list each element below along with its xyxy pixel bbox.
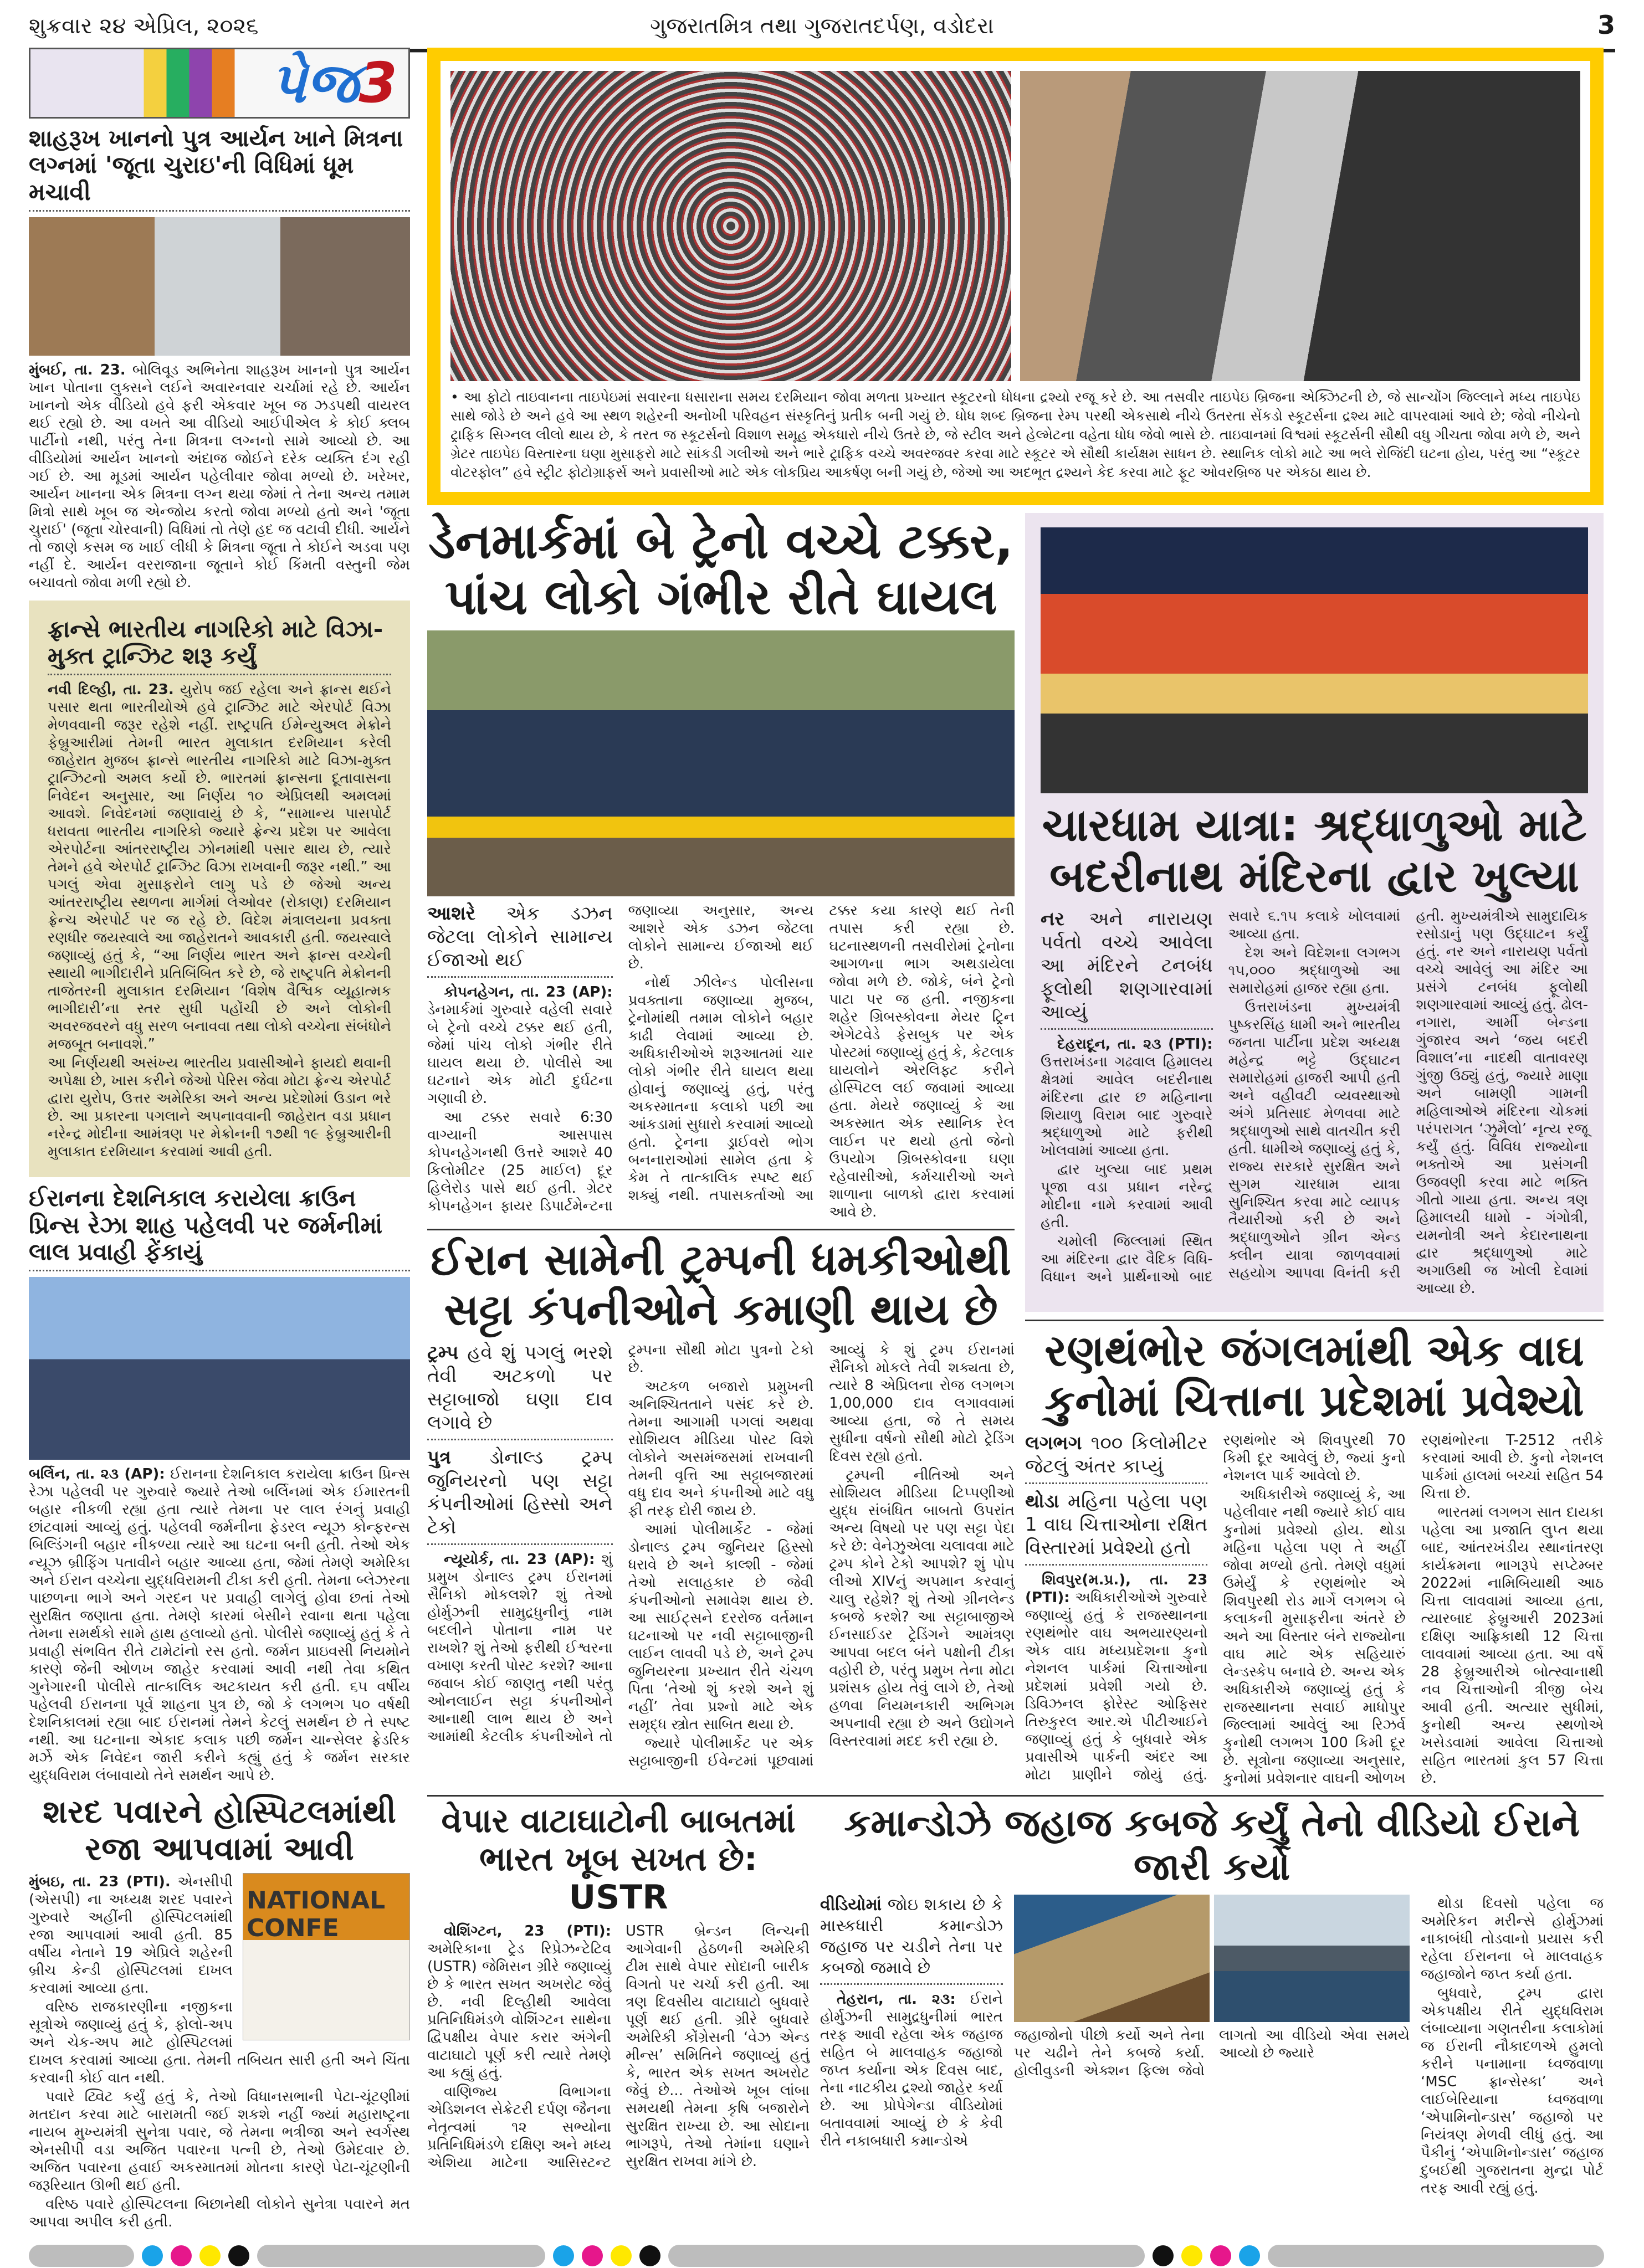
magenta-registration-dot bbox=[1210, 2245, 1231, 2266]
paragraph: જહાજોનો પીછો કર્યો અને તેના પર ચઢીને તેને કબજે કર્યા. હોલીવુડની એક્શન ફિલ્મ જેવો લાગતો આ વીડિયો એવા સમયે આવ્યો છે જ્યારે bbox=[1014, 2026, 1410, 2079]
sub-text: હવે શું પગલું ભરશે તેવી અટકળો પર સટ્ટાબાજો ઘણા દાવ લગાવે છે bbox=[427, 1341, 613, 1434]
sub-text: એક ડઝન જેટલા લોકોને સામાન્ય ઈજાઓ થઈ bbox=[427, 902, 613, 972]
paragraph: ભારતમાં લગભગ સાત દાયકા પહેલા આ પ્રજાતિ લુપ્ત થયા બાદ, આંતરખંડીય સ્થાનાંતરણ કાર્યક્રમના ભાગરૂપે સપ્ટેમ્બર 2022માં નામિબિયાથી આઠ ચિત્તા લાવવામાં આવ્યા હતા, ત્યારબાદ ફેબ્રુઆરી 2023માં દક્ષિણ આફ્રિકાથી 12 ચિત્તા લાવવામાં આવ્યા હતા. આ વર્ષે 28 ફેબ્રુઆરીએ બોત્સ્વાનાથી નવ ચિત્તાઓની ત્રીજી બેચ આવી હતી. અત્યાર સુધીમાં, કુનોથી અન્ય સ્થળોએ ખસેડવામાં આવેલા ચિત્તાઓ સહિત ભારતમાં કુલ 57 ચિત્તા છે. bbox=[1421, 1504, 1604, 1787]
paragraph: ટ્રમ્પની નીતિઓ અને સોશિયલ મીડિયા ટિપ્પણીઓ યુદ્ધ સંબંધિત બાબતો ઉપરાંત અન્ય વિષયો પર પણ સટ્ટા પેદા કરે છે: વેનેઝુએલા ચલાવવા માટે ટ્રમ્પ કોને ટેકો આપશે? શું પોપ લીઓ XIVનું અપમાન કરવાનું ચાલુ રહેશે? શું તેઓ ગ્રીનલેન્ડ કબજે કરશે? આ સટ્ટાબાજીએ ઈનસાઈડર ટ્રેડિંગને આમંત્રણ આપવા બદલ બંને પક્ષોની ટીકા વહોરી છે, પરંતુ પ્રમુખ તેના મોટા પ્રશંસક હોય તેવું લાગે છે, તેઓ હળવા નિયમનકારી અભિગમ અપનાવી રહ્યા છે અને ઉદ્યોગને વિસ્તરવામાં મદદ કરી રહ્યા છે. bbox=[829, 1466, 1015, 1749]
commando-right-text bbox=[1421, 1895, 1604, 2198]
cyan-registration-dot bbox=[142, 2245, 163, 2266]
page-number: 3 bbox=[1597, 10, 1615, 40]
paragraph: અમેરિકાના ટ્રેડ રિપ્રેઝન્ટેટિવ (USTR) જેમિસન ગ્રીરે જણાવ્યું છે કે ભારત સખત અખરોટ જેવું છે. નવી દિલ્હીથી આવેલા પ્રતિનિધિમંડળે વોશિંગ્ટન સાથેના દ્વિપક્ષીય વેપાર કરાર અંગેની વાટાઘાટો પૂર્ણ કરી ત્યારે તેમણે આ કહ્યું હતું. bbox=[427, 1941, 611, 2082]
article-pahlavi bbox=[29, 1185, 410, 1785]
sharad-pawar-photo bbox=[243, 1873, 410, 2040]
article-ustr bbox=[427, 1802, 810, 2172]
print-registration-strip bbox=[29, 2245, 1604, 2267]
dateline: વોશિંગ્ટન, 23 (PTI): bbox=[444, 1923, 611, 1940]
paragraph: વરિષ્ઠ રાજકારણીના નજીકના સૂત્રોએ જણાવ્યું હતું કે, ફોલો-અપ અને ચેક-અપ માટે હોસ્પિટલમાં દાખલ કરવામાં આવ્યા હતા. તેમની તબિયત સારી હતી અને ચિંતા કરવાની કોઈ વાત નથી. bbox=[29, 1998, 410, 2086]
photo-backdrop-text: NATIONAL CONFE bbox=[247, 1886, 386, 1942]
headline: ઈરાનના દેશનિકાલ કરાયેલા ક્રાઉન પ્રિન્સ રેઝા શાહ પહેલવી પર જર્મનીમાં લાલ પ્રવાહી ફેંકાયું bbox=[29, 1184, 383, 1266]
sub-lead: ટ્રમ્પ bbox=[427, 1341, 459, 1364]
sub-lead: પુત્ર bbox=[427, 1446, 451, 1469]
logo-number: 3 bbox=[358, 50, 397, 115]
left-column bbox=[29, 125, 410, 2232]
paragraph: અધિકારીએ જણાવ્યું કે, આ પહેલીવાર નથી જ્યારે કોઈ વાઘ કુનોમાં પ્રવેશ્યો હોય. થોડા મહિના પહેલા પણ તે અહીં જોવા મળ્યો હતો. તેમણે વધુમાં ઉમેર્યું કે રણથંભોર એ શિવપુરથી રોડ માર્ગે લગભગ બે કલાકની મુસાફરીના અંતરે છે અને આ વિસ્તાર બંને રાજ્યોના વાઘ માટે એક સહિયારું લેન્ડસ્કેપ બનાવે છે. અન્ય એક અધિકારીએ જણાવ્યું હતું કે રાજસ્થાનના સવાઈ માધોપુર જિલ્લામાં આવેલું આ રિઝર્વ કુનોથી લગભગ 100 કિમી દૂર છે. સૂત્રોના જણાવ્યા અનુસાર, કુનોમાં પ્રવેશનાર વાઘની ઓળખ રણથંભોરના T-2512 તરીકે કરવામાં આવી છે. કુનો નેશનલ પાર્કમાં હાલમાં બચ્ચાં સહિત 54 ચિત્તા છે. bbox=[1223, 1432, 1604, 1787]
yellow-registration-dot bbox=[199, 2245, 221, 2266]
headline: શરદ પવારને હોસ્પિટલમાંથી રજા આપવામાં આવી bbox=[43, 1793, 396, 1868]
aryan-khan-wedding-photo bbox=[29, 217, 410, 356]
subheadline bbox=[1025, 1431, 1207, 1478]
iranian-speedboat-photo bbox=[1214, 1895, 1410, 2022]
article-body bbox=[427, 1922, 611, 2082]
sub-text: મહિના પહેલા પણ 1 વાઘ ચિત્તાઓના રક્ષિત વિસ્તારમાં પ્રવેશ્યો હતો bbox=[1025, 1490, 1208, 1559]
paragraph: ચમોલી જિલ્લામાં સ્થિત આ મંદિરના દ્વાર વૈદિક વિધિ-વિધાન અને પ્રાર્થનાઓ બાદ સવારે ૬.૧૫ કલાકે ખોલવામાં આવ્યા હતા. bbox=[1041, 908, 1401, 1285]
paragraph: શું પ્રમુખ ડોનાલ્ડ ટ્રમ્પ ઈરાનમાં સૈનિકો મોકલશે? શું તેઓ હોર્મુઝની સામુદ્રધુનીનું નામ બદલીને પોતાના નામ પર રાખશે? શું તેઓ ફરીથી ઈશ્વરના વખાણ કરતી પોસ્ટ કરશે? આના જવાબ કોઈ જાણતુ નથી પરંતુ ઓનલાઈન સટ્ટા કંપનીઓને આનાથી લાભ થાય છે અને આમાંથી કેટલીક કંપનીઓને તો ટ્રમ્પના સૌથી મોટા પુત્રનો ટેકો છે. bbox=[427, 1341, 814, 1745]
train-collision-photo bbox=[427, 630, 1015, 896]
headline: શાહરૂખ ખાનનો પુત્ર આર્યન ખાને મિત્રના લગ્નમાં 'જૂતા ચુરાઇ'ની વિધિમાં ધૂમ મચાવી bbox=[29, 125, 403, 206]
article-badrinath bbox=[1025, 513, 1604, 1312]
headline: વેપાર વાટાઘાટોની બાબતમાં ભારત ખૂબ સખત છે: USTR bbox=[441, 1802, 796, 1917]
subheadline bbox=[1025, 1490, 1207, 1559]
black-registration-dot bbox=[639, 2245, 660, 2266]
divider bbox=[1025, 1482, 1207, 1484]
dateline: બર્લિન, તા. ૨૩ (AP): bbox=[29, 1466, 165, 1483]
paragraph: એનસીપી (એસપી) ના અધ્યક્ષ શરદ પવારને ગુરુવારે અહીંની હોસ્પિટલમાંથી રજા આપવામાં આવી હતી. 85 વર્ષીય નેતાને 19 એપ્રિલે શહેરની બ્રીચ કેન્ડી હોસ્પિટલમાં દાખલ કરવામાં આવ્યા હતા. bbox=[29, 1873, 233, 1997]
headline: ડેનમાર્કમાં બે ટ્રેનો વચ્ચે ટક્કર, પાંચ લોકો ગંભીર રીતે ઘાયલ bbox=[428, 512, 1013, 626]
sub-text: ૧૦૦ કિલોમીટર જેટલું અંતર કાપ્યું bbox=[1025, 1432, 1208, 1478]
divider bbox=[29, 210, 410, 212]
article-body bbox=[427, 983, 613, 1107]
sub-lead: નર bbox=[1041, 908, 1064, 930]
divider bbox=[29, 1270, 410, 1271]
sub-text: જોઇ શકાય છે કે માસ્કધારી કમાન્ડોઝ જહાજ પર ચડીને તેના પર કબજો જમાવે છે bbox=[820, 1895, 1003, 1978]
article-body bbox=[1041, 1035, 1213, 1159]
article-body bbox=[29, 361, 410, 592]
paragraph: અટકળ બજારો પ્રમુખની અનિશ્ચિતતાને પસંદ કરે છે. તેમના આગામી પગલાં અથવા સોશિયલ મીડિયા પોસ્ટ વિશે લોકોને અસમંજસમાં રાખવાની તેમની વૃત્તિ આ સટ્ટાબજારમાં વધુ દાવ અને કંપનીઓ માટે વધુ ફી તરફ દોરી જાય છે. bbox=[628, 1378, 814, 1519]
paragraph: નોર્થ ઝીલેન્ડ પોલીસના પ્રવક્તાના જણાવ્યા મુજબ, ટ્રેનોમાંથી તમામ લોકોને બહાર કાઢી લેવામાં આવ્યા છે. અધિકારીઓએ શરૂઆતમાં ચાર લોકો ગંભીર રીતે ઘાયલ થયા હોવાનું જણાવ્યું હતું, પરંતુ અકસ્માતના કલાકો પછી આ આંકડામાં સુધારો કરવામાં આવ્યો હતો. ટ્રેનના ડ્રાઈવરો ભોગ બનનારાઓમાં સામેલ હતા કે કેમ તે તાત્કાલિક સ્પષ્ટ થઈ શક્યું નથી. તપાસકર્તાઓ આ ટક્કર કયા કારણે થઈ તેની તપાસ કરી રહ્યા છે. ઘટનાસ્થળની તસવીરોમાં ટ્રેનોના આગળના ભાગ અથડાયેલા જોવા મળે છે. જોકે, બંને ટ્રેનો પાટા પર જ હતી. નજીકના શહેર ગ્રિબસ્કોવના મેયર ટ્રિન એગેટવેડે ફેસબુક પર એક પોસ્ટમાં જણાવ્યું હતું કે, કેટલાક ઘાયલોને એરલિફ્ટ કરીને હોસ્પિટલ લઈ જવામાં આવ્યા હતા. મેયરે જણાવ્યું કે આ અકસ્માત એક સ્થાનિક રેલ લાઈન પર થયો હતો જેનો ઉપયોગ ગ્રિબસ્કોવના ઘણા રહેવાસીઓ, કર્મચારીઓ અને શાળાના બાળકો દ્વારા કરવામાં આવે છે. bbox=[628, 902, 1015, 1221]
subheadline bbox=[427, 1341, 613, 1434]
paragraph: પવારે ટ્વિટ કર્યું હતું કે, તેઓ વિધાનસભાની પેટા-ચૂંટણીમાં મતદાન કરવા માટે બારામતી જઈ શકશે નહીં જ્યાં મહારાષ્ટ્રના નાયબ મુખ્યમંત્રી સુનેત્રા પવાર, જે તેમના ભત્રીજા અને સ્વર્ગસ્થ એનસીપી વડા અજિત પવારના પત્ની છે, તેઓ ઉમેદવાર છે. અજિત પવારના હવાઈ અકસ્માતમાં મોતના કારણે પેટા-ચૂંટણીની જરૂરિયાત ઊભી થઈ હતી. bbox=[29, 2088, 410, 2194]
article-sharad-pawar bbox=[29, 1793, 410, 2231]
photo-caption: • આ ફોટો તાઇવાનના તાઇપેઇમાં સવારના ધસારાના સમય દરમિયાન જોવા મળતા પ્રખ્યાત સ્કૂટરનો ધોધના દ્રશ્યો રજૂ કરે છે. આ તસવીર તાઇપેઇ બ્રિજના એક્ઝિટની છે, જે સાન્ચોંગ જિલ્લાને મધ્ય તાઇપેઇ સાથે જોડે છે અને હવે આ સ્થળ શહેરની અનોખી પરિવહન સંસ્કૃતિનું પ્રતીક બની ગયું છે. ધોધ શબ્દ બ્રિજના રેમ્પ પરથી એકસાથે નીચે ઉતરતા સેંકડો સ્કૂટર્સના દ્રશ્ય માટે વાપરવામાં આવે છે; જેવો નીચેનો ટ્રાફિક સિગ્નલ લીલો થાય છે, કે તરત જ સ્કૂટર્સનો વિશાળ સમૂહ એકધારો નીચે ઉતરે છે, જે સ્ટીલ અને હેલ્મેટના વહેતા ધોધ જેવો ભાસે છે. તાઇવાનમાં વિશ્વમાં સ્કૂટર્સની સૌથી વધુ ગીચતા જોવા મળે છે, અને ગ્રેટર તાઇપેઇ વિસ્તારના ઘણા મુસાફરો માટે સાંકડી ગલીઓ અને ભારે ટ્રાફિક વચ્ચે અવરજવર કરવા માટે સ્કૂટર એ સૌથી કાર્યક્ષમ સાધન છે. સ્થાનિક લોકો માટે આ ભલે રોજિંદી ઘટના હોય, પરંતુ આ “સ્કૂટર વોટરફોલ” હવે સ્ટ્રીટ ફોટોગ્રાફર્સ અને પ્રવાસીઓ માટે એક લોકપ્રિય આકર્ષણ બની ગયું છે, જેઓ આ અદભૂત દ્રશ્યને કેદ કરવા માટે ફૂટ ઓવરબ્રિજ પર એકઠા થાય છે. bbox=[450, 389, 1581, 480]
yellow-registration-dot bbox=[1181, 2245, 1202, 2266]
dateline: નવી દિલ્હી, તા. 23. bbox=[48, 681, 174, 699]
paragraph: ડેનમાર્કમાં ગુરુવારે વહેલી સવારે બે ટ્રેનો વચ્ચે ટક્કર થઈ હતી, જેમાં પાંચ લોકો ગંભીર રીતે ઘાયલ થયા છે. પોલીસે આ ઘટનાને એક મોટી દુર્ઘટના ગણાવી છે. bbox=[427, 1002, 613, 1107]
sub-lead: આશરે bbox=[427, 902, 476, 925]
cyan-registration-dot bbox=[1239, 2245, 1260, 2266]
bottom-row bbox=[427, 1795, 1604, 2198]
article-france-visa bbox=[29, 601, 410, 1178]
article-ranthambore-tiger bbox=[1025, 1320, 1604, 1787]
article-body bbox=[48, 681, 391, 1053]
paragraph: ઈરાનના દેશનિકાલ કરાયેલા ક્રાઉન પ્રિન્સ રેઝા પહેલવી પર ગુરુવારે જ્યારે તેઓ બર્લિનમાં એક ઈમારતની બહાર નીકળી રહ્યા હતા ત્યારે તેમના પર લાલ રંગનું પ્રવાહી છાંટવામાં આવ્યું હતું. પહેલવી જર્મનીના ફેડરલ ન્યૂઝ કોન્ફરન્સ બિલ્ડિંગની બહાર નીકળ્યા ત્યારે આ ઘટના બની હતી. તેઓ એક ન્યૂઝ બ્રીફિંગ પતાવીને બહાર આવ્યા હતા, જેમાં તેમણે અમેરિકા અને ઈરાન વચ્ચેના યુદ્ધવિરામની ટીકા કરી હતી. તેમના બ્લેઝરના પાછળના ભાગે અને ગરદન પર પ્રવાહી લાગેલું હોવા છતાં તેઓ સુરક્ષિત જણાતા હતા. તેમણે કારમાં બેસીને રવાના થતા પહેલા તેમના સમર્થકો સામે હાથ હલાવ્યો હતો. પોલીસે જણાવ્યું હતું કે તે પ્રવાહી સંભવિત રીતે ટામેટાંનો રસ હતો. જર્મન પ્રાઇવસી નિયમોને કારણે જેની ઓળખ જાહેર કરવામાં આવી નથી તેવા કથિત ગુનેગારની પોલીસે તાત્કાલિક અટકાયત કરી હતી. ૬૫ વર્ષીય પહેલવી ઈરાનના પૂર્વ શાહના પુત્ર છે, જો કે લગભગ ૫૦ વર્ષથી દેશનિકાલમાં રહ્યા બાદ ઈરાનમાં તેમને કેટલું સમર્થન છે તે સ્પષ્ટ નથી. આ ઘટનાના એકાદ કલાક પછી જર્મન ચાન્સેલર ફ્રેડરિક મર્ઝે એક નિવેદન જારી કરીને કહ્યું હતું કે જર્મન સરકાર યુદ્ધવિરામ લંબાવાયો તેને સમર્થન આપે છે. bbox=[29, 1466, 411, 1784]
registration-bar bbox=[29, 2245, 134, 2267]
paragraph: વાણિજ્ય વિભાગના એડિશનલ સેક્રેટરી દર્પણ જૈનના નેતૃત્વમાં ૧૨ સભ્યોના પ્રતિનિધિમંડળે દક્ષિણ અને મધ્ય એશિયા માટેના આસિસ્ટન્ટ USTR બ્રેન્ડન લિન્ચની આગેવાની હેઠળની અમેરિકી ટીમ સાથે વેપાર સોદાની બારીક વિગતો પર ચર્ચા કરી હતી. આ ત્રણ દિવસીય વાટાઘાટો બુધવારે પૂર્ણ થઈ હતી. ગ્રીરે બુધવારે અમેરિકી કોંગ્રેસની ‘વેઝ એન્ડ મીન્સ’ સમિતિને જણાવ્યું હતું કે, ભારત એક સખત અખરોટ જેવું છે... તેઓએ ખૂબ લાંબા સમયથી તેમના કૃષિ બજારોને સુરક્ષિત રાખ્યા છે. આ સોદાના ભાગરૂપે, તેઓ તેમાંના ઘણાને સુરક્ષિત રાખવા માંગે છે. bbox=[427, 1923, 810, 2172]
logo-word: પેજ bbox=[270, 50, 359, 115]
divider bbox=[1041, 1028, 1213, 1030]
page3-logo-text bbox=[270, 49, 397, 117]
paragraph: ઈરાને હોર્મુઝની સામુદ્રધુનીમાં ભારત તરફ આવી રહેલા એક જહાજ સહિત બે માલવાહક જહાજો જપ્ત કર્યાના એક દિવસ બાદ, તેના નાટકીય દ્રશ્યો જાહેર કર્યા છે. આ પ્રોપેગેન્ડા વીડિયોમાં બતાવવામાં આવ્યું છે કે કેવી રીતે નકાબધારી કમાન્ડોએ bbox=[820, 1990, 1003, 2149]
sub-text: ડોનાલ્ડ ટ્રમ્પ જુનિયરનો પણ સટ્ટા કંપનીઓમાં હિસ્સો અને ટેકો bbox=[427, 1446, 613, 1538]
registration-bar bbox=[1268, 2245, 1604, 2267]
scooter-crowd-photo bbox=[450, 71, 1011, 381]
headline: ચારધામ યાત્રા: શ્રદ્ધાળુઓ માટે બદરીનાથ મંદિરના દ્વાર ખુલ્યા bbox=[1042, 799, 1587, 902]
article-body bbox=[820, 1990, 1003, 2150]
magenta-registration-dot bbox=[171, 2245, 192, 2266]
taipei-photo-feature bbox=[427, 48, 1604, 505]
masked-commando-photo bbox=[1014, 1895, 1210, 2022]
paragraph: વરિષ્ઠ પવારે હોસ્પિટલના બિછાનેથી લોકોને સુનેત્રા પવારને મત આપવા અપીલ કરી હતી. bbox=[29, 2195, 410, 2230]
commando-middle bbox=[1014, 1895, 1410, 2080]
paragraph: યુરોપ જઈ રહેલા અને ફ્રાન્સ થઈને પસાર થતા ભારતીયોએ હવે ટ્રાન્ઝિટ માટે એરપોર્ટ વિઝા મેળવવાની જરૂર રહેશે નહીં. રાષ્ટ્રપતિ ઈમેન્યુઅલ મેક્રોને ફેબ્રુઆરીમાં તેમની ભારત મુલાકાત દરમિયાન કરેલી જાહેરાત મુજબ ફ્રાન્સે ભારતીય નાગરિકો માટે વિઝા-મુક્ત ટ્રાન્ઝિટનો અમલ કર્યો છે. ભારતમાં ફ્રાન્સના દૂતાવાસના નિવેદન અનુસાર, આ નિર્ણય ૧૦ એપ્રિલથી અમલમાં આવશે. નિવેદનમાં જણાવાયું છે કે, “સામાન્ય પાસપોર્ટ ધરાવતા ભારતીય નાગરિકો જ્યારે ફ્રેન્ચ પ્રદેશ પર આવેલા એરપોર્ટના આંતરરાષ્ટ્રીય ઝોનમાંથી પસાર થાય છે, ત્યારે તેમને હવે એરપોર્ટ ટ્રાન્ઝિટ વિઝા રાખવાની જરૂર નથી.” આ પગલું એવા મુસાફરોને લાગુ પડે છે જેઓ અન્ય આંતરરાષ્ટ્રીય સ્થળના માર્ગમાં લેઓવર (રોકાણ) દરમિયાન ફ્રેન્ચ એરપોર્ટ પર જ રહે છે. વિદેશ મંત્રાલયના પ્રવક્તા રણધીર જયસ્વાલે આ જાહેરાતને આવકારી હતી. જયસ્વાલે જણાવ્યું હતું કે, “આ નિર્ણય ભારત અને ફ્રાન્સ વચ્ચેની સ્થાયી ભાગીદારીને પ્રતિબિંબિત કરે છે, જે રાષ્ટ્રપતિ મેક્રોનની તાજેતરની મુલાકાત દરમિયાન ‘વિશેષ વૈશ્વિક વ્યૂહાત્મક ભાગીદારી’ના સ્તર સુધી પહોંચી છે અને લોકોની અવરજવરને વધુ સરળ બનાવવા તથા લોકો વચ્ચેના સંબંધોને મજબૂત બનાવશે.” bbox=[48, 681, 391, 1053]
page-header bbox=[29, 10, 1615, 44]
article-iran-commandos bbox=[820, 1802, 1604, 2198]
registration-bar bbox=[668, 2245, 1145, 2267]
sub-lead: વીડિયોમાં bbox=[820, 1895, 882, 1915]
divider bbox=[1025, 1564, 1207, 1566]
paragraph: અધિકારીઓએ ગુરુવારે જણાવ્યું હતું કે રાજસ્થાનના રણથંભોર વાઘ અભયારણ્યનો એક વાઘ મધ્યપ્રદેશના કુનો નેશનલ પાર્કમાં ચિત્તાઓના પ્રદેશમાં પ્રવેશી ગયો છે. ડિવિઝનલ ફોરેસ્ટ ઓફિસર તિરુકુરલ આર.એ પીટીઆઈને જણાવ્યું હતું કે બુધવારે એક પ્રવાસીએ પાર્કની અંદર આ મોટા પ્રાણીને જોયું હતું. રણથંભોર એ શિવપુરથી 70 કિમી દૂર આવેલું છે, જ્યાં કુનો નેશનલ પાર્ક આવેલો છે. bbox=[1025, 1432, 1406, 1784]
black-registration-dot bbox=[228, 2245, 249, 2266]
paragraph: થોડા દિવસો પહેલા જ અમેરિકન મરીન્સે હોર્મુઝમાં નાકાબંધી તોડવાનો પ્રયાસ કરી રહેલા ઈરાનના બે માલવાહક જહાજોને જપ્ત કર્યા હતા. bbox=[1421, 1895, 1604, 1983]
paragraph: આમાં પોલીમાર્કેટ - જેમાં ડોનાલ્ડ ટ્રમ્પ જુનિયર હિસ્સો ધરાવે છે અને કાલ્શી - જેમાં તેઓ સલાહકાર છે જેવી કંપનીઓનો સમાવેશ થાય છે. આ સાઈટ્સને દરરોજ વર્તમાન ઘટનાઓ પર નવી સટ્ટાબાજીની લાઈન લાવવી પડે છે, અને ટ્રમ્પ જુનિયરના પ્રખ્યાત રીતે ચંચળ પિતા ‘તેઓ શું કરશે અને શું નહીં’ તેવા પ્રશ્નો માટે એક સમૃદ્ધ સ્ત્રોત સાબિત થયા છે. bbox=[628, 1521, 814, 1733]
main-area bbox=[427, 48, 1604, 2198]
article-shahrukh bbox=[29, 125, 410, 593]
headline: રણથંભોર જંગલમાંથી એક વાઘ કુનોમાં ચિત્તાના પ્રદેશમાં પ્રવેશ્યો bbox=[1044, 1326, 1584, 1426]
dateline: દેહરાદૂન, તા. ૨૩ (PTI): bbox=[1057, 1036, 1213, 1053]
sub-text: અને નારાયણ પર્વતો વચ્ચે આવેલા આ મંદિરને ટનબંધ ફૂલોથી શણગારવામાં આવ્યું bbox=[1041, 908, 1213, 1023]
commando-left-text bbox=[820, 1895, 1003, 2151]
article-trump-betting bbox=[427, 1229, 1015, 1769]
paragraph: આ ટક્કર સવારે 6:30 વાગ્યાની આસપાસ કોપનહેગનથી ઉત્તરે આશરે 40 કિલોમીટર (25 માઈલ) દૂર હિલેરોડ પાસે થઈ હતી. ગ્રેટર કોપનહેગન ફાયર ડિપાર્ટમેન્ટના જણાવ્યા અનુસાર, અન્ય આશરે એક ડઝન જેટલા લોકોને સામાન્ય ઈજાઓ થઈ છે. bbox=[427, 902, 814, 1215]
divider bbox=[427, 976, 613, 978]
divider bbox=[427, 1543, 613, 1545]
divider bbox=[48, 674, 391, 675]
subheadline bbox=[427, 902, 613, 972]
paragraph: ઉત્તરાખંડના મુખ્યમંત્રી પુષ્કરસિંહ ધામી અને ભારતીય જનતા પાર્ટીના પ્રદેશ અધ્યક્ષ મહેન્દ્ર ભટ્ટે ઉદ્ઘાટન સમારોહમાં હાજરી આપી હતી અને વહીવટી વ્યવસ્થાઓ અંગે પ્રતિસાદ મેળવવા માટે શ્રદ્ધાળુઓ સાથે વાતચીત કરી હતી. ધામીએ જણાવ્યું હતું કે, રાજ્ય સરકારે સુરક્ષિત અને સુગમ ચારધામ યાત્રા સુનિશ્ચિત કરવા માટે વ્યાપક તૈયારીઓ કરી છે અને શ્રદ્ધાળુઓને ગ્રીન એન્ડ ક્લીન યાત્રા જાળવવામાં સહયોગ આપવા વિનંતી કરી હતી. મુખ્યમંત્રીએ સામુદાયિક રસોડાનું પણ ઉદ્ઘાટન કર્યું હતું. નર અને નારાયણ પર્વતો વચ્ચે આવેલું આ મંદિર આ પ્રસંગે ટનબંધ ફૂલોથી શણગારવામાં આવ્યું હતું. ઢોલ-નગારા, આર્મી બેન્ડના ગુંજારવ અને ‘જય બદરી વિશાલ’ના નાદથી વાતાવરણ ગુંજી ઉઠ્યું હતું, જ્યારે માણા અને બામણી ગામની મહિલાઓએ મંદિરના ચોકમાં પરંપરાગત ‘ઝુમૈલો’ નૃત્ય રજૂ કર્યું હતું. વિવિધ રાજ્યોના ભક્તોએ આ પ્રસંગની ઉજવણી કરવા માટે ભક્તિ ગીતો ગાયા હતા. અન્ય ત્રણ હિમાલયી ધામો - ગંગોત્રી, યમનોત્રી અને કેદારનાથના દ્વાર શ્રદ્ધાળુઓ માટે અગાઉથી જ ખોલી દેવામાં આવ્યા છે. bbox=[1228, 908, 1588, 1297]
dateline: ન્યૂયોર્ક, તા. 23 (AP): bbox=[444, 1551, 595, 1568]
headline: કમાન્ડોઝે જહાજ કબજે કર્યું તેનો વીડિયો ઈરાને જારી કર્યો bbox=[844, 1802, 1580, 1889]
scooter-waterfall-bridge-photo bbox=[1020, 71, 1581, 381]
dateline: તેહરાન, તા. ૨૩: bbox=[837, 1990, 956, 2008]
subheadline bbox=[1041, 907, 1213, 1024]
paragraph: દ્વાર ખુલ્યા બાદ પ્રથમ પૂજા વડા પ્રધાન નરેન્દ્ર મોદીના નામે કરવામાં આવી હતી. bbox=[1041, 1161, 1213, 1231]
cyan-registration-dot bbox=[553, 2245, 574, 2266]
sub-lead: થોડા bbox=[1025, 1490, 1059, 1513]
paragraph: આ નિર્ણયથી અસંખ્ય ભારતીય પ્રવાસીઓને ફાયદો થવાની અપેક્ષા છે, ખાસ કરીને જેઓ પેરિસ જેવા મોટા ફ્રેન્ચ એરપોર્ટ દ્વારા યુરોપ, ઉત્તર અમેરિકા અને અન્ય પ્રદેશોમાં ઉડાન ભરે છે. આ પ્રકારના પગલાને અપનાવવાની જાહેરાત વડા પ્રધાન નરેન્દ્ર મોદીના આમંત્રણ પર મેક્રોનની ૧૭થી ૧૯ ફેબ્રુઆરીની મુલાકાત દરમિયાન કરવામાં આવી હતી. bbox=[48, 1055, 391, 1161]
subheadline bbox=[820, 1895, 1003, 1979]
reza-pahlavi-photo bbox=[29, 1277, 410, 1460]
headline: ઈરાન સામેની ટ્રમ્પની ધમકીઓથી સટ્ટા કંપનીઓને કમાણી થાય છે bbox=[431, 1235, 1011, 1336]
center-column bbox=[427, 513, 1015, 1770]
right-column bbox=[1025, 513, 1604, 1787]
black-registration-dot bbox=[1153, 2245, 1174, 2266]
dateline: મુંબઇ, તા. 23 (PTI). bbox=[29, 1873, 171, 1890]
paragraph: બોલિવૂડ અભિનેતા શાહરૂખ ખાનનો પુત્ર આર્યન ખાન પોતાના લુક્સને લઈને અવારનવાર ચર્ચામાં રહે છે. આર્યન ખાનનો એક વીડિયો હવે ફરી એકવાર ખૂબ જ ઝડપથી વાયરલ થઈ રહ્યો છે. આ વખતે આ વીડિયો આઈપીએલ કે કોઈ ક્લબ પાર્ટીનો નથી, પરંતુ તેના મિત્રના લગ્નનો સામે આવ્યો છે. આ વીડિયોમાં આર્યન ખાનનો અંદાજ જોઈને દરેક વ્યક્તિ દંગ રહી ગઈ છે. આ મૂડમાં આર્યન પહેલીવાર જોવા મળ્યો છે. ખરેખર, આર્યન ખાનના એક મિત્રના લગ્ન થયા જેમાં તે તેના અન્ય તમામ મિત્રો સાથે ખૂબ જ એન્જોય કરતો જોવા મળ્યો હતો અને 'જૂતા ચુરાઈ' (જૂતા ચોરવાની) વિધિમાં તો તેણે હદ જ વટાવી દીધી. આર્યને તો જાણે કસમ જ ખાઈ લીધી કે મિત્રના જૂતા તે કોઈને અડવા પણ નહીં દે. આર્યન વરરાજાના જૂતાને કોઈ કિંમતી વસ્તુની જેમ બચાવતો જોવા મળી રહ્યો છે. bbox=[29, 361, 410, 591]
dateline: મુંબઈ, તા. 23. bbox=[29, 361, 126, 378]
newspaper-name: ગુજરાતમિત્ર તથા ગુજરાતદર્પણ, વડોદરા bbox=[650, 13, 994, 39]
article-denmark-train bbox=[427, 513, 1015, 1221]
divider bbox=[820, 1983, 1003, 1985]
paragraph: ઉત્તરાખંડના ગઢવાલ હિમાલય ક્ષેત્રમાં આવેલ બદરીનાથ મંદિરના દ્વાર છ મહિનાના શિયાળુ વિરામ બાદ ગુરુવારે શ્રદ્ધાળુઓ માટે ફરીથી ખોલવામાં આવ્યા હતા. bbox=[1041, 1054, 1213, 1159]
paragraph: બુધવારે, ટ્રમ્પ દ્વારા એકપક્ષીય રીતે યુદ્ધવિરામ લંબાવ્યાના ગણતરીના કલાકોમાં જ ઈરાની નૌકાદળએ હુમલો કરીને પનામાના ધ્વજવાળા ‘MSC ફ્રાન્સેસ્કા’ અને લાઈબેરિયાના ધ્વજવાળા ‘એપામિનોન્ડાસ’ જહાજો પર નિયંત્રણ મેળવી લીધું હતું. આ પૈકીનું ‘એપામિનોન્ડાસ’ જહાજ દુબઈથી ગુજરાતના મુન્દ્રા પોર્ટ તરફ આવી રહ્યું હતું. bbox=[1421, 1984, 1604, 2197]
dateline: કોપનહેગન, તા. 23 (AP): bbox=[444, 984, 613, 1001]
headline: ફ્રાન્સે ભારતીય નાગરિકો માટે વિઝા-મુક્ત ટ્રાન્ઝિટ શરૂ કર્યું bbox=[48, 615, 383, 670]
yellow-registration-dot bbox=[611, 2245, 632, 2266]
registration-bar bbox=[257, 2245, 545, 2267]
magenta-registration-dot bbox=[582, 2245, 603, 2266]
middle-row bbox=[427, 513, 1604, 1787]
issue-date: શુક્રવાર ૨૪ એપ્રિલ, ૨૦૨૬ bbox=[29, 13, 259, 39]
badrinath-temple-photo bbox=[1041, 527, 1588, 793]
divider bbox=[427, 1439, 613, 1440]
subheadline bbox=[427, 1446, 613, 1539]
dateline: શિવપુર(મ.પ્ર.), તા. 23 (PTI): bbox=[1025, 1572, 1208, 1607]
sub-lead: લગભગ bbox=[1025, 1432, 1082, 1455]
paragraph: દેશ અને વિદેશના લગભગ ૧૫,૦૦૦ શ્રદ્ધાળુઓ આ સમારોહમાં હાજર રહ્યા હતા. bbox=[1228, 945, 1401, 997]
page3-section-logo bbox=[29, 48, 410, 119]
paragraph: જ્યારે પોલીમાર્કેટ પર એક સટ્ટાબાજીની ઈવેન્ટમાં પૂછવામાં આવ્યું કે શું ટ્રમ્પ ઈરાનમાં સૈનિકો મોકલે તેવી શક્યતા છે, ત્યારે 8 એપ્રિલના રોજ લગભગ 1,00,000 દાવ લગાવવામાં આવ્યા હતા, જે તે સમય સુધીના વર્ષનો સૌથી મોટો ટ્રેડિંગ દિવસ રહ્યો હતો. bbox=[628, 1341, 1015, 1769]
article-body bbox=[29, 1465, 410, 1784]
